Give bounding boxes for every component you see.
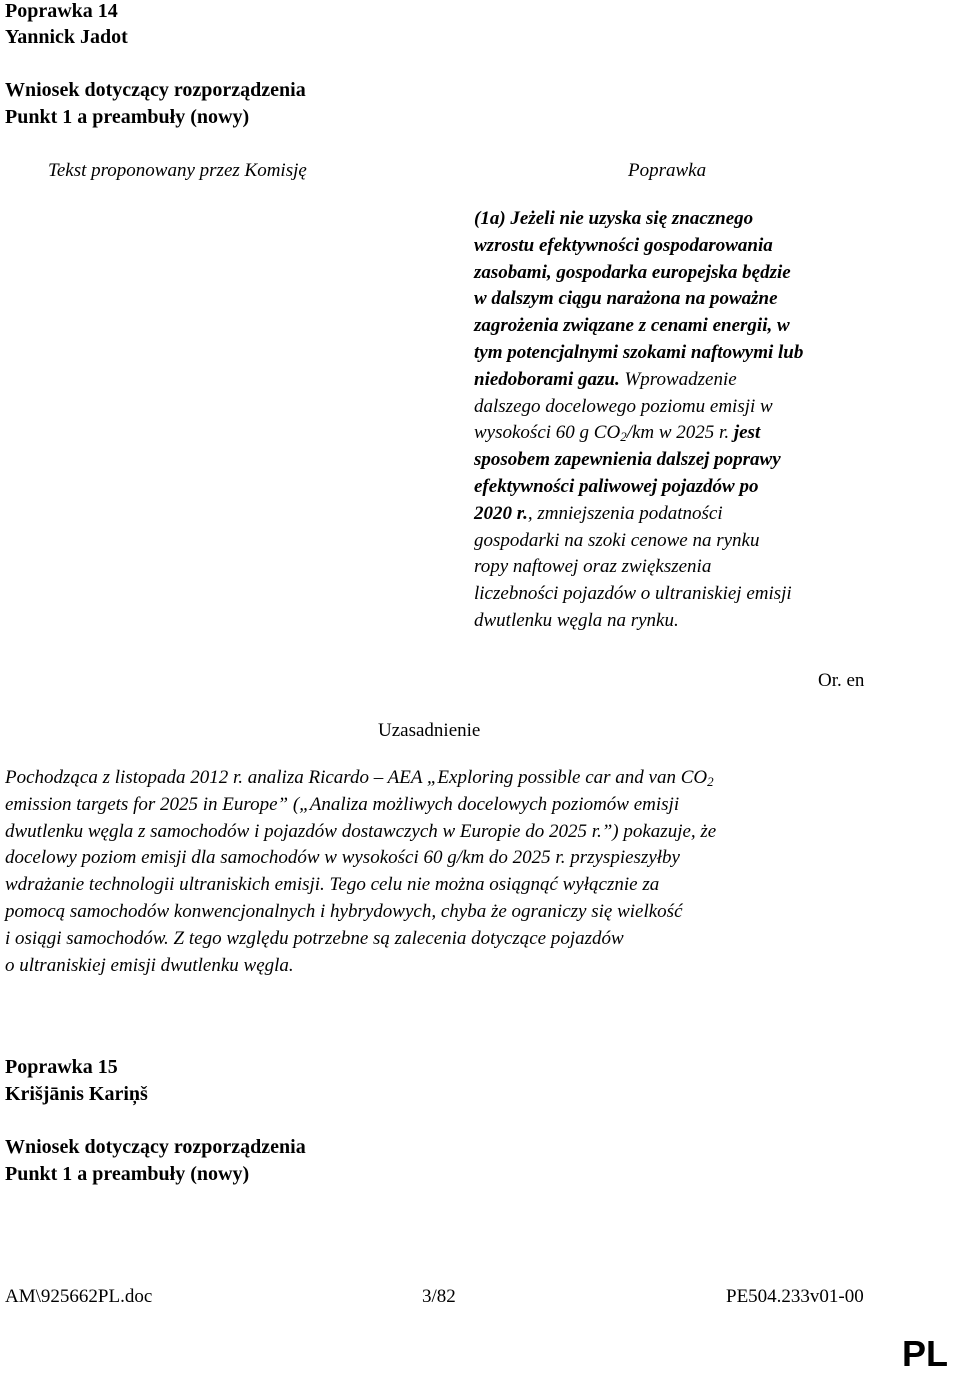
amendment-text-line (474, 367, 904, 394)
original-language: Or. en (818, 670, 865, 691)
amendment-text-line: liczebności pojazdów o ultraniskiej emisji (474, 583, 792, 605)
footer-pe-reference: PE504.233v01-00 (726, 1286, 864, 1307)
commission-text-header: Tekst proponowany przez Komisję (48, 160, 307, 181)
amendment-title: Poprawka 15 (5, 1056, 118, 1078)
justification-line: o ultraniskiej emisji dwutlenku węgla. (5, 954, 294, 976)
justification-line: pomocą samochodów konwencjonalnych i hybrydowych, chyba że ograniczy się wielkość (5, 900, 683, 922)
justification-line (5, 765, 885, 792)
amendment-text-segment: 2020 r. (474, 502, 528, 524)
justification-heading: Uzasadnienie (378, 720, 481, 741)
amendment-column-header: Poprawka (628, 160, 707, 181)
article-reference: Punkt 1 a preambuły (nowy) (5, 1163, 250, 1185)
subscript: 2 (620, 429, 627, 445)
justification-line: wdrażanie technologii ultraniskich emisji. Tego celu nie można osiągnąć wyłącznie za (5, 874, 660, 896)
justification-line: i osiągi samochodów. Z tego względu potrzebne są zalecenia dotyczące pojazdów (5, 927, 624, 949)
proposal-type: Wniosek dotyczący rozporządzenia (5, 79, 306, 101)
amendment-text-line: dwutlenku węgla na rynku. (474, 609, 679, 631)
amendment-text-line: wzrostu efektywności gospodarowania (474, 234, 773, 256)
amendment-text-line: efektywności paliwowej pojazdów po (474, 475, 759, 497)
amendment-text-segment: /km w 2025 r. (626, 422, 730, 444)
proposal-type: Wniosek dotyczący rozporządzenia (5, 1136, 306, 1158)
justification-line: dwutlenku węgla z samochodów i pojazdów dostawczych w Europie do 2025 r.”) pokazuje, że (5, 820, 717, 842)
amendment-text-line: (1a) Jeżeli nie uzyska się znacznego (474, 208, 754, 229)
amendment-text-segment: niedoborami gazu. (474, 368, 620, 390)
justification-line: emission targets for 2025 in Europe” („Analiza możliwych docelowych poziomów emisji (5, 793, 680, 815)
subscript: 2 (707, 774, 714, 789)
amendment-text-line: w dalszym ciągu narażona na poważne (474, 288, 778, 310)
amendment-text-line: dalszego docelowego poziomu emisji w (474, 395, 773, 417)
justification-text (5, 765, 885, 979)
amendment-text-line: tym potencjalnymi szokami naftowymi lub (474, 341, 804, 363)
amendment-text-segment: Wprowadzenie (619, 368, 737, 390)
amendment-text-line (474, 501, 904, 528)
amendment-text (474, 206, 904, 635)
amendment-author: Yannick Jadot (5, 26, 128, 48)
amendment-text-line: sposobem zapewnienia dalszej poprawy (474, 449, 781, 471)
amendment-text-line: gospodarki na szoki cenowe na rynku (474, 529, 760, 551)
amendment-text-line (474, 420, 904, 447)
article-reference: Punkt 1 a preambuły (nowy) (5, 106, 250, 128)
footer-doc-reference: AM\925662PL.doc (5, 1286, 153, 1307)
language-mark: PL (902, 1333, 949, 1374)
amendment-text-segment: jest (729, 422, 761, 444)
justification-segment: Pochodząca z listopada 2012 r. analiza Ricardo – AEA „Exploring possible car and van CO (5, 767, 708, 788)
justification-line: docelowy poziom emisji dla samochodów w wysokości 60 g/km do 2025 r. przyspieszyłby (5, 847, 680, 869)
amendment-text-line: zagrożenia związane z cenami energii, w (474, 315, 790, 337)
amendment-title: Poprawka 14 (5, 0, 118, 22)
amendment-text-line: zasobami, gospodarka europejska będzie (474, 261, 791, 283)
footer-page-number: 3/82 (422, 1286, 456, 1307)
amendment-text-segment: , zmniejszenia podatności (527, 502, 723, 524)
amendment-text-line: ropy naftowej oraz zwiększenia (474, 556, 712, 578)
amendment-text-segment: wysokości 60 g CO (474, 422, 621, 444)
amendment-author: Krišjānis Kariņš (5, 1083, 148, 1105)
